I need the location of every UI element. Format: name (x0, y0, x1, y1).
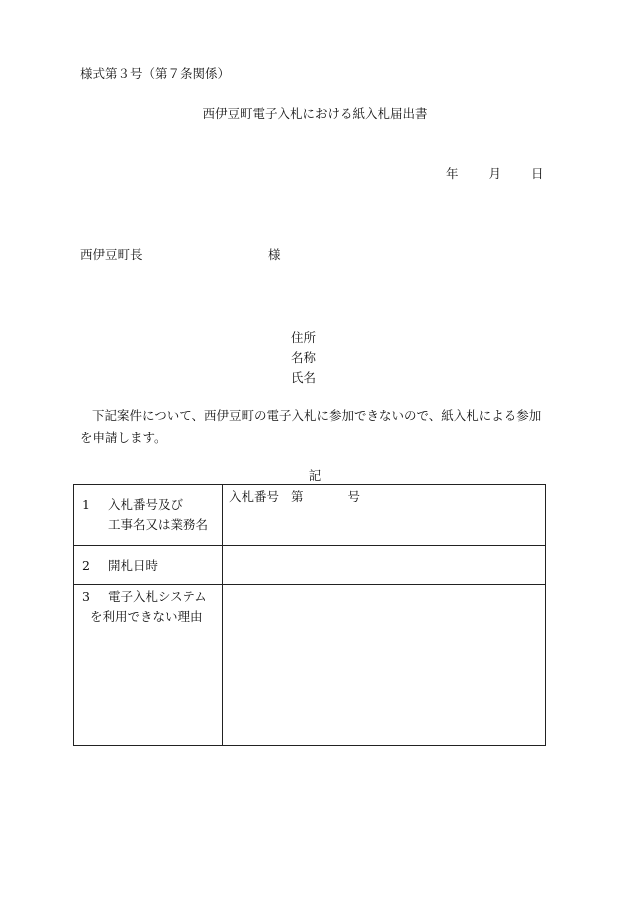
row3-number: 3 (82, 589, 90, 604)
row1-label-line1: 入札番号及び (108, 497, 184, 512)
ki-label: 記 (308, 468, 322, 483)
row2-label-cell (74, 546, 223, 585)
bid-number-prefix: 第 (291, 489, 304, 504)
details-table (73, 484, 546, 746)
addressee-name: 西伊豆町長 (80, 247, 143, 262)
bid-number-label: 入札番号 (229, 489, 280, 504)
table-row (74, 485, 546, 546)
row1-label-line2: 工事名又は業務名 (108, 517, 209, 532)
date-year: 年 (446, 166, 459, 181)
row2-number: 2 (82, 558, 90, 573)
form-number: 様式第３号（第７条関係） (80, 66, 231, 81)
date-month: 月 (488, 166, 502, 181)
table-row (74, 585, 546, 746)
row3-value-cell[interactable] (223, 585, 546, 746)
row3-label-line2: を利用できない理由 (90, 609, 203, 624)
row3-label-cell (74, 585, 223, 746)
row3-label-line1: 電子入札システム (108, 589, 207, 604)
date-day: 日 (531, 166, 544, 181)
document-title: 西伊豆町電子入札における紙入札届出書 (202, 106, 428, 121)
applicant-address-label: 住所 (291, 330, 317, 345)
row1-number: 1 (82, 497, 90, 512)
body-text: 下記案件について、西伊豆町の電子入札に参加できないので、紙入札による参加を申請します。 (80, 408, 542, 445)
applicant-block (291, 328, 316, 388)
applicant-person-label: 氏名 (291, 370, 317, 385)
addressee-honorific: 様 (268, 247, 281, 262)
row2-label: 開札日時 (108, 558, 159, 573)
applicant-company-label: 名称 (291, 350, 317, 365)
bid-number-suffix: 号 (347, 489, 361, 504)
table-row (74, 546, 546, 585)
date-line (446, 168, 544, 181)
row2-value-cell[interactable] (223, 546, 546, 585)
row1-label-cell (74, 485, 223, 546)
row1-value-cell[interactable] (223, 485, 546, 546)
